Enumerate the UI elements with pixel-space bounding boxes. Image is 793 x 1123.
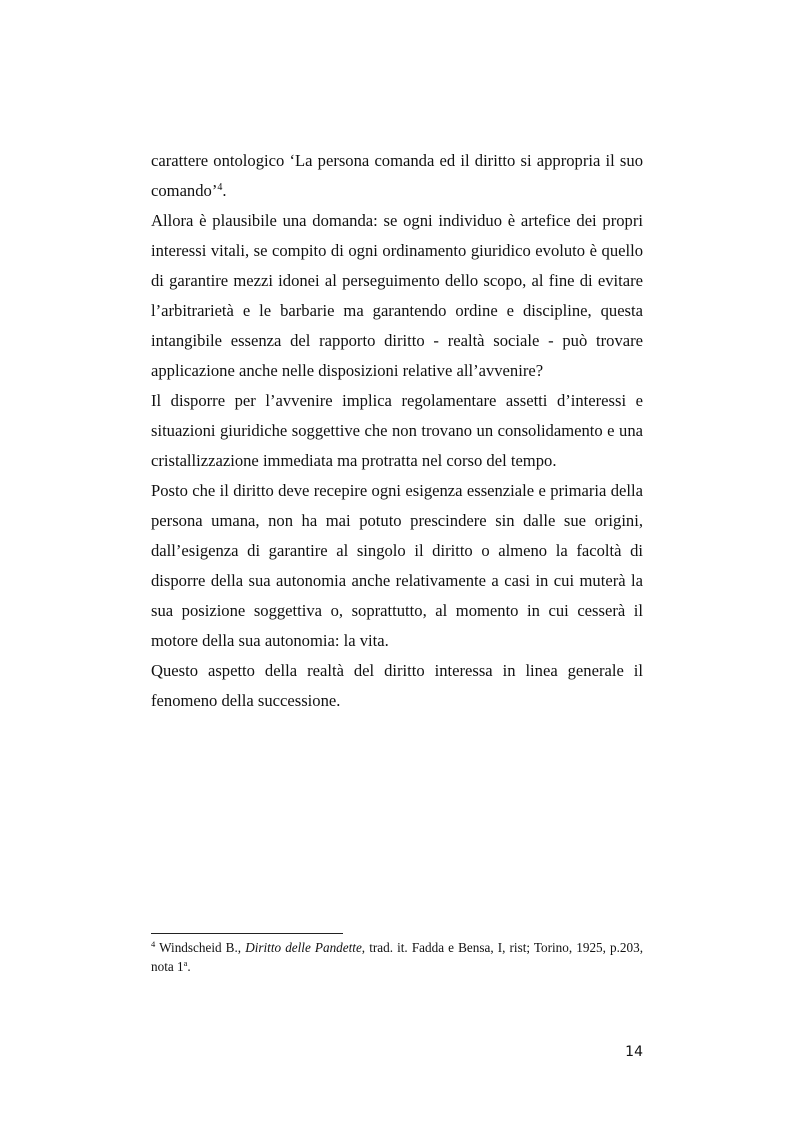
footnote-reference[interactable]: 4 xyxy=(217,182,223,193)
paragraph-1 xyxy=(151,146,643,206)
paragraph-5: Questo aspetto della realtà del diritto interessa in linea generale il fenomeno della successione. xyxy=(151,661,643,710)
footnote-details: , trad. it. Fadda e Bensa, I, rist; Torino, 1925, p.203, nota 1 xyxy=(151,940,644,974)
footnote-number: 4 xyxy=(151,939,156,949)
footnote-separator xyxy=(151,933,343,934)
page-number: 14 xyxy=(625,1044,643,1060)
paragraph-3: Il disporre per l’avvenire implica regolamentare assetti d’interessi e situazioni giuridiche soggettive che non trovano un consolidamento e una cristallizzazione immediata ma protratta nel corso del tempo. xyxy=(151,391,643,470)
paragraph-4: Posto che il diritto deve recepire ogni esigenza essenziale e primaria della persona umana, non ha mai potuto prescindere sin dalle sue origini, dall’esigenza di garantire al singolo il diritto o almeno la facoltà di disporre della sua autonomia anche relativamente a casi in cui muterà la sua posizione soggettiva o, soprattutto, al momento in cui cesserà il motore della sua autonomia: la vita. xyxy=(151,481,643,650)
main-text xyxy=(151,146,643,716)
paragraph-1-text: carattere ontologico ‘La persona comanda ed il diritto si appropria il suo comando’ xyxy=(151,151,643,200)
footnote-author: Windscheid B., xyxy=(159,940,246,955)
footnote-ordinal: a xyxy=(183,958,188,968)
paragraph-2: Allora è plausibile una domanda: se ogni individuo è artefice dei propri interessi vitali, se compito di ogni ordinamento giuridico evoluto è quello di garantire mezzi idonei al perseguimento dello scopo, al fine di evitare l’arbitrarietà e le barbarie ma garantendo ordine e discipline, questa intangibile essenza del rapporto diritto - realtà sociale - può trovare applicazione anche nelle disposizioni relative all’avvenire? xyxy=(151,211,643,380)
footnote-title: Diritto delle Pandette xyxy=(245,940,362,955)
footnote xyxy=(151,938,643,976)
paragraph-1-end: . xyxy=(222,181,227,200)
footnote-end: . xyxy=(187,959,191,974)
